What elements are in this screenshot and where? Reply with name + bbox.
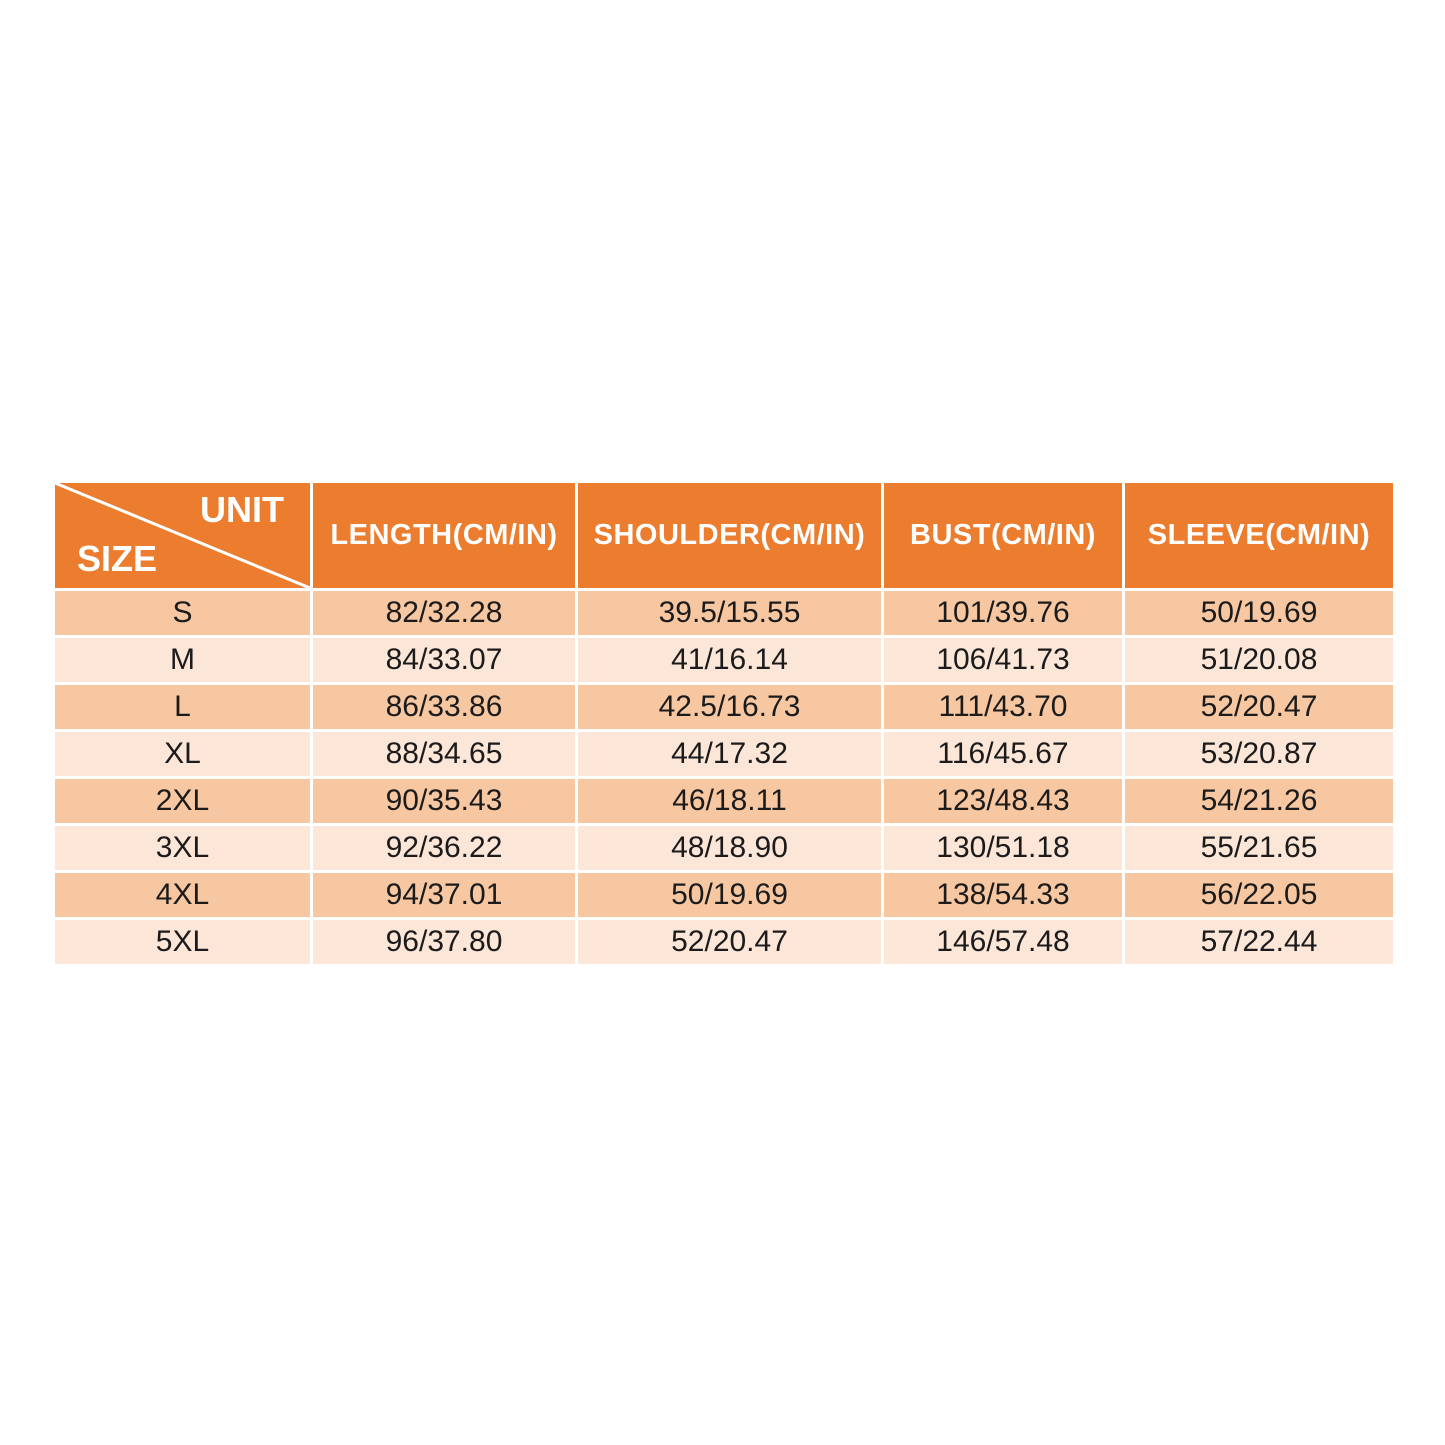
- column-header-bust: BUST(CM/IN): [884, 483, 1122, 588]
- cell-bust: 101/39.76: [884, 591, 1122, 635]
- column-header-sleeve: SLEEVE(CM/IN): [1125, 483, 1393, 588]
- row-size-label: S: [55, 591, 310, 635]
- cell-length: 86/33.86: [313, 685, 575, 729]
- cell-sleeve: 51/20.08: [1125, 638, 1393, 682]
- cell-shoulder: 48/18.90: [578, 826, 881, 870]
- cell-sleeve: 53/20.87: [1125, 732, 1393, 776]
- cell-length: 92/36.22: [313, 826, 575, 870]
- cell-length: 82/32.28: [313, 591, 575, 635]
- cell-length: 94/37.01: [313, 873, 575, 917]
- cell-bust: 123/48.43: [884, 779, 1122, 823]
- corner-header-cell: [55, 483, 310, 588]
- cell-sleeve: 54/21.26: [1125, 779, 1393, 823]
- cell-shoulder: 39.5/15.55: [578, 591, 881, 635]
- cell-length: 88/34.65: [313, 732, 575, 776]
- row-size-label: 4XL: [55, 873, 310, 917]
- cell-length: 84/33.07: [313, 638, 575, 682]
- cell-shoulder: 46/18.11: [578, 779, 881, 823]
- row-size-label: M: [55, 638, 310, 682]
- corner-size-label: SIZE: [77, 538, 158, 579]
- row-size-label: 5XL: [55, 920, 310, 964]
- column-header-shoulder: SHOULDER(CM/IN): [578, 483, 881, 588]
- cell-shoulder: 42.5/16.73: [578, 685, 881, 729]
- cell-bust: 138/54.33: [884, 873, 1122, 917]
- cell-sleeve: 52/20.47: [1125, 685, 1393, 729]
- cell-bust: 130/51.18: [884, 826, 1122, 870]
- cell-sleeve: 57/22.44: [1125, 920, 1393, 964]
- cell-bust: 146/57.48: [884, 920, 1122, 964]
- cell-length: 90/35.43: [313, 779, 575, 823]
- cell-shoulder: 52/20.47: [578, 920, 881, 964]
- cell-shoulder: 41/16.14: [578, 638, 881, 682]
- row-size-label: 2XL: [55, 779, 310, 823]
- row-size-label: L: [55, 685, 310, 729]
- cell-bust: 106/41.73: [884, 638, 1122, 682]
- cell-shoulder: 44/17.32: [578, 732, 881, 776]
- corner-unit-label: UNIT: [200, 489, 284, 530]
- cell-sleeve: 50/19.69: [1125, 591, 1393, 635]
- size-chart-table: [55, 483, 1393, 964]
- cell-bust: 111/43.70: [884, 685, 1122, 729]
- row-size-label: 3XL: [55, 826, 310, 870]
- cell-sleeve: 55/21.65: [1125, 826, 1393, 870]
- cell-bust: 116/45.67: [884, 732, 1122, 776]
- cell-shoulder: 50/19.69: [578, 873, 881, 917]
- row-size-label: XL: [55, 732, 310, 776]
- cell-sleeve: 56/22.05: [1125, 873, 1393, 917]
- cell-length: 96/37.80: [313, 920, 575, 964]
- column-header-length: LENGTH(CM/IN): [313, 483, 575, 588]
